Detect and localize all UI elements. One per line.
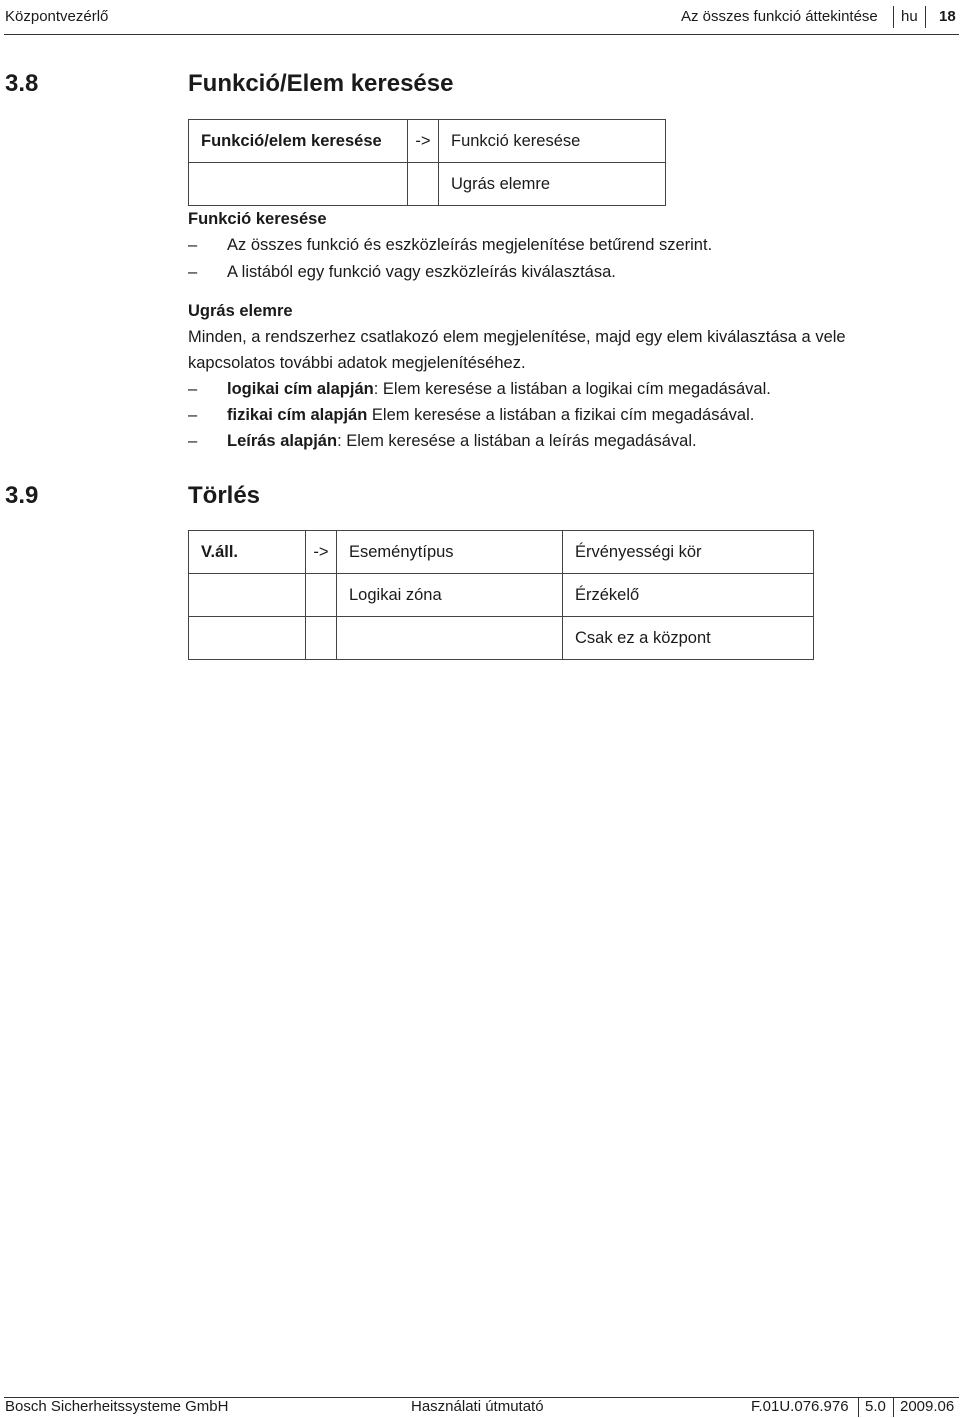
list-item-text: Elem keresése a listában a fizikai cím megadásával. [367,406,755,424]
menu-cell [337,617,563,660]
footer-company: Bosch Sicherheitssysteme GmbH [5,1398,229,1415]
list-dash: – [188,406,198,424]
footer-separator [858,1397,859,1417]
header-separator [925,6,926,28]
list-item-term: Leírás alapján [227,432,338,450]
footer-version: 5.0 [865,1398,886,1415]
menu-path-table [188,119,666,206]
list-item [227,380,771,399]
menu-arrow: -> [306,531,337,574]
list-item-text: Elem keresése a listában a leírás megadásával. [341,432,697,450]
menu-cell [189,163,408,206]
footer-document-code: F.01U.076.976 [751,1398,849,1415]
list-item-term: fizikai cím alapján [227,406,368,424]
menu-cell [306,617,337,660]
subheading: Ugrás elemre [188,302,293,320]
footer-document-type: Használati útmutató [411,1398,544,1415]
list-item: Az összes funkció és eszközleírás megjelenítése betűrend szerint. [227,236,713,254]
list-item-term: logikai cím alapján [227,380,374,398]
menu-cell [189,574,306,617]
menu-cell: Funkció keresése [439,120,666,163]
list-dash: – [188,263,198,281]
subheading: Funkció keresése [188,210,327,228]
list-item-colon: : [337,432,342,450]
menu-cell: V.áll. [189,531,306,574]
header-page-number: 18 [939,8,956,25]
menu-cell: Érvényességi kör [563,531,814,574]
menu-cell: Eseménytípus [337,531,563,574]
menu-cell: Funkció/elem keresése [189,120,408,163]
list-item-colon: : [373,380,379,398]
paragraph-line: kapcsolatos további adatok megjelenítéséhez. [188,354,526,372]
menu-arrow: -> [408,120,439,163]
header-separator [893,6,894,28]
list-item: A listából egy funkció vagy eszközleírás kiválasztása. [227,263,616,281]
header-chapter-title: Az összes funkció áttekintése [681,8,878,25]
section-title: Törlés [188,482,261,509]
section-number: 3.8 [5,70,39,97]
list-item-text: Elem keresése a listában a logikai cím megadásával. [378,380,771,398]
menu-cell: Logikai zóna [337,574,563,617]
list-item [227,432,697,451]
list-dash: – [188,432,198,450]
list-dash: – [188,236,198,254]
list-dash: – [188,380,198,398]
menu-cell: Ugrás elemre [439,163,666,206]
header-product: Központvezérlő [5,8,109,25]
footer-date: 2009.06 [900,1398,955,1415]
header-language: hu [901,8,918,25]
menu-cell: Csak ez a központ [563,617,814,660]
menu-path-table [188,530,814,660]
section-title: Funkció/Elem keresése [188,70,454,97]
section-number: 3.9 [5,482,39,509]
menu-cell [306,574,337,617]
menu-cell: Érzékelő [563,574,814,617]
footer-separator [893,1397,894,1417]
list-item [227,406,754,425]
paragraph-line: Minden, a rendszerhez csatlakozó elem megjelenítése, majd egy elem kiválasztása a vele [188,328,846,346]
menu-cell [189,617,306,660]
header-rule [4,34,959,35]
menu-cell [408,163,439,206]
